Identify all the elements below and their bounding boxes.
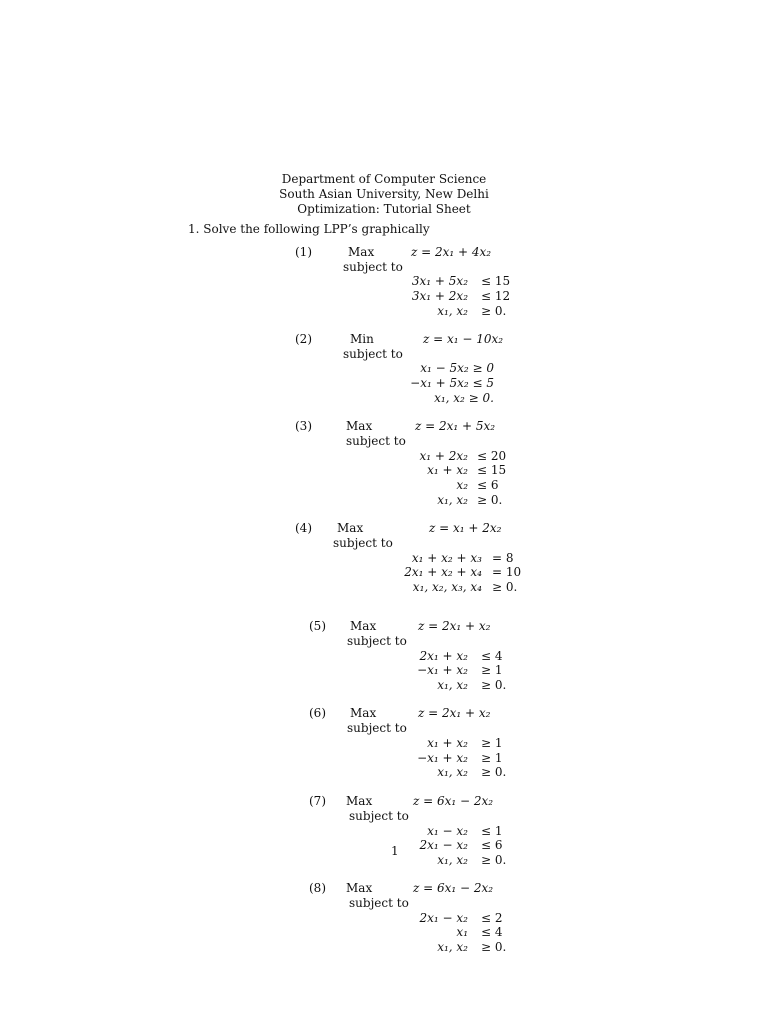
constraint-rhs: ≥ 0.	[481, 304, 507, 318]
constraint-lhs: x₁ + x₂ + x₃	[411, 551, 482, 565]
constraint-lhs: x₁, x₂	[437, 678, 468, 692]
subject-to-label: subject to	[346, 434, 406, 448]
problem-number: (3)	[295, 419, 312, 433]
objective-function: z = 2x₁ + x₂	[418, 706, 491, 720]
constraint-lhs: −x₁ + x₂	[417, 751, 468, 765]
constraint-lhs: x₁, x₂	[437, 493, 468, 507]
subject-to-label: subject to	[343, 347, 403, 361]
constraint-lhs: 2x₁ + x₂	[419, 649, 468, 663]
problem-type: Max	[346, 419, 373, 433]
problem-number: (7)	[309, 794, 326, 808]
constraint-rhs: ≤ 15	[477, 463, 507, 477]
constraint-lhs: x₁, x₂	[437, 765, 468, 779]
problem-type: Max	[350, 706, 377, 720]
constraint-rhs: ≥ 1	[481, 663, 503, 677]
objective-function: z = 2x₁ + 4x₂	[411, 245, 492, 259]
subject-to-label: subject to	[349, 809, 409, 823]
problem-type: Max	[348, 245, 375, 259]
objective-function: z = 6x₁ − 2x₂	[413, 881, 494, 895]
constraint-rhs: ≤ 4	[481, 925, 503, 939]
constraint-rhs: ≥ 0.	[481, 940, 507, 954]
objective-function: z = x₁ + 2x₂	[429, 521, 502, 535]
constraint-lhs: x₁, x₂	[437, 940, 468, 954]
problem-type: Max	[346, 794, 373, 808]
header-university: South Asian University, New Delhi	[279, 187, 489, 201]
constraint-lhs: 3x₁ + 5x₂	[411, 274, 468, 288]
constraint-rhs: ≤ 15	[481, 274, 511, 288]
objective-function: z = x₁ − 10x₂	[423, 332, 504, 346]
constraint-lhs: x₁, x₂ ≥ 0.	[434, 391, 494, 405]
constraint-rhs: ≤ 4	[481, 649, 503, 663]
constraint-lhs: x₁, x₂, x₃, x₄	[412, 580, 482, 594]
subject-to-label: subject to	[333, 536, 393, 550]
subject-to-label: subject to	[347, 721, 407, 735]
constraint-rhs: ≤ 2	[481, 911, 503, 925]
constraint-lhs: x₁ + x₂	[427, 463, 468, 477]
constraint-rhs: ≥ 0.	[481, 678, 507, 692]
constraint-rhs: ≥ 0.	[477, 493, 503, 507]
constraint-lhs: −x₁ + x₂	[417, 663, 468, 677]
constraint-lhs: 3x₁ + 2x₂	[411, 289, 468, 303]
constraint-lhs: 2x₁ − x₂	[419, 911, 468, 925]
constraint-rhs: = 10	[492, 565, 522, 579]
constraint-lhs: 2x₁ + x₂ + x₄	[404, 565, 482, 579]
subject-to-label: subject to	[343, 260, 403, 274]
objective-function: z = 2x₁ + x₂	[418, 619, 491, 633]
constraint-lhs: x₁, x₂	[437, 304, 468, 318]
problem-number: (4)	[295, 521, 312, 535]
constraint-lhs: −x₁ + 5x₂ ≤ 5	[410, 376, 494, 390]
constraint-rhs: ≤ 6	[477, 478, 499, 492]
problem-number: (1)	[295, 245, 312, 259]
problem-number: (8)	[309, 881, 326, 895]
constraint-rhs: = 8	[492, 551, 514, 565]
header-title: Optimization: Tutorial Sheet	[297, 202, 471, 216]
constraint-lhs: x₁ − x₂	[427, 824, 468, 838]
problem-type: Max	[346, 881, 373, 895]
objective-function: z = 6x₁ − 2x₂	[413, 794, 494, 808]
constraint-lhs: 2x₁ − x₂	[419, 838, 468, 852]
constraint-rhs: ≤ 12	[481, 289, 511, 303]
constraint-rhs: ≤ 6	[481, 838, 503, 852]
constraint-lhs: x₁ − 5x₂ ≥ 0	[420, 361, 494, 375]
question-text: 1. Solve the following LPP’s graphically	[188, 222, 430, 236]
subject-to-label: subject to	[347, 634, 407, 648]
constraint-rhs: ≤ 1	[481, 824, 503, 838]
problem-type: Max	[337, 521, 364, 535]
problem-type: Min	[350, 332, 374, 346]
constraint-rhs: ≥ 0.	[481, 853, 507, 867]
problem-number: (2)	[295, 332, 312, 346]
constraint-rhs: ≥ 1	[481, 751, 503, 765]
header-department: Department of Computer Science	[281, 172, 487, 186]
constraint-rhs: ≥ 0.	[492, 580, 518, 594]
objective-function: z = 2x₁ + 5x₂	[415, 419, 496, 433]
subject-to-label: subject to	[349, 896, 409, 910]
constraint-lhs: x₁, x₂	[437, 853, 468, 867]
constraint-lhs: x₁ + x₂	[427, 736, 468, 750]
problem-number: (6)	[309, 706, 326, 720]
constraint-rhs: ≥ 1	[481, 736, 503, 750]
problem-number: (5)	[309, 619, 326, 633]
constraint-lhs: x₂	[456, 478, 468, 492]
problem-type: Max	[350, 619, 377, 633]
constraint-lhs: x₁ + 2x₂	[419, 449, 468, 463]
constraint-lhs: x₁	[456, 925, 468, 939]
constraint-rhs: ≥ 0.	[481, 765, 507, 779]
page-number: 1	[391, 844, 399, 858]
constraint-rhs: ≤ 20	[477, 449, 507, 463]
